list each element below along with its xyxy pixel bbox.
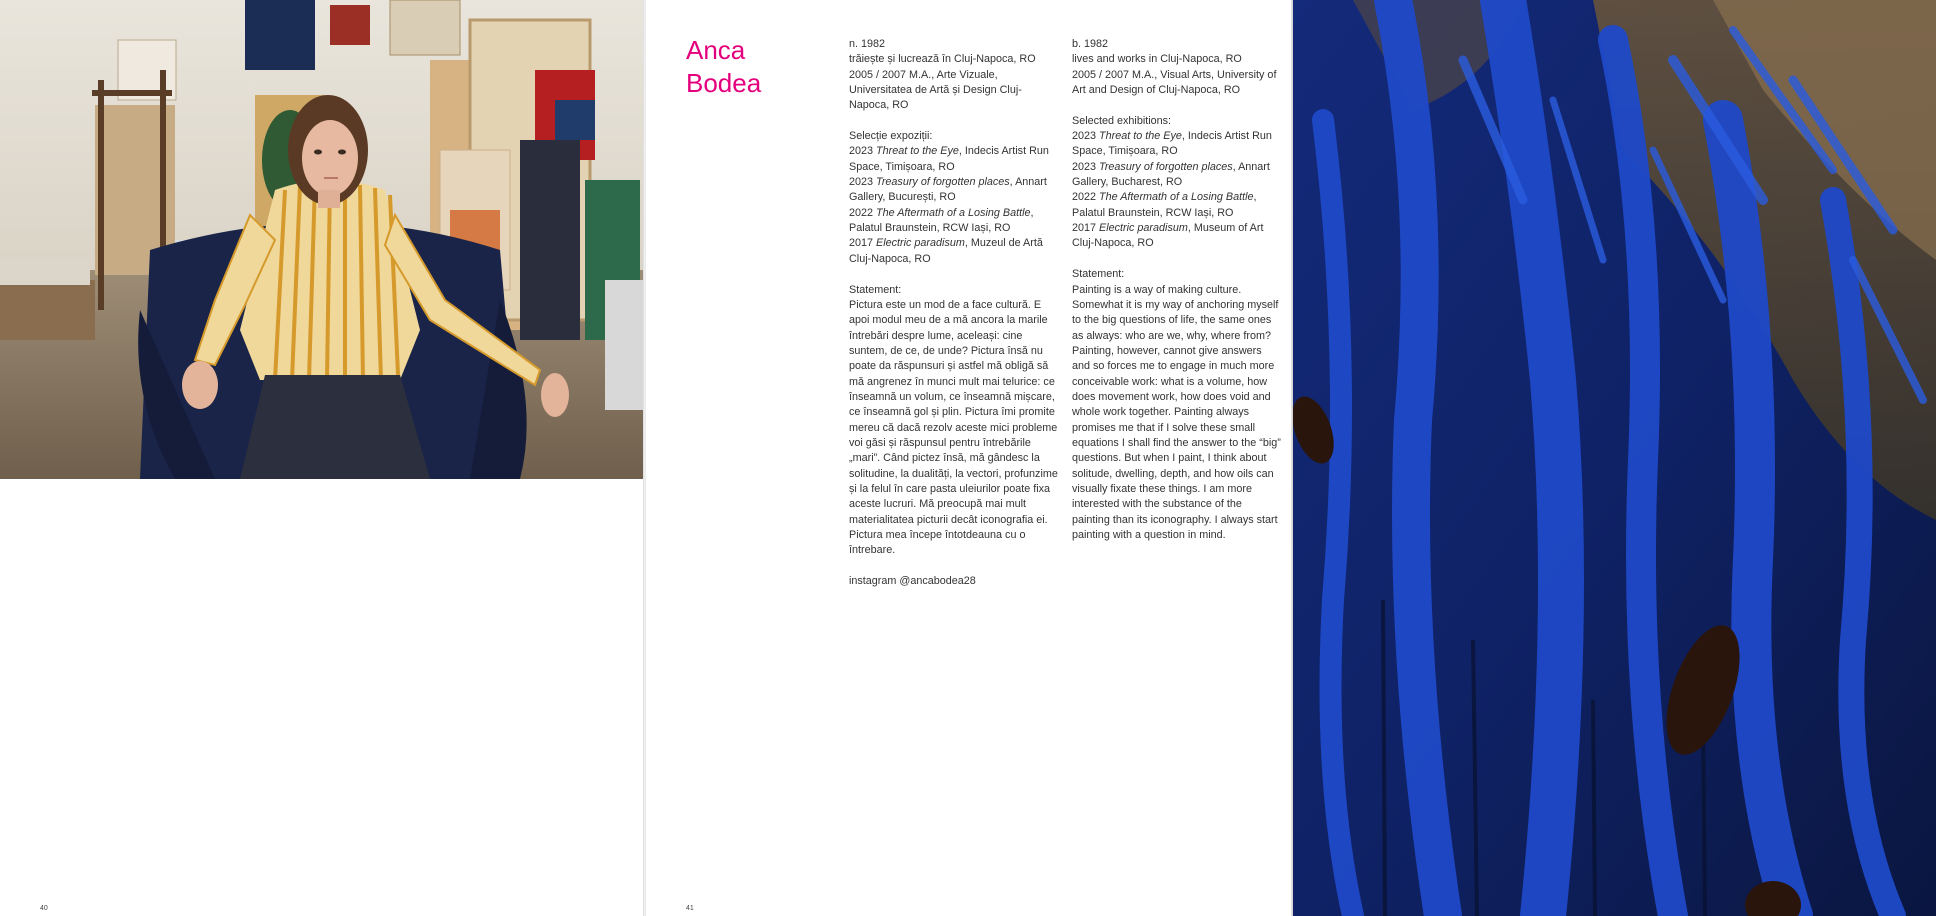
- birth-year: n. 1982: [849, 38, 886, 50]
- education: 2005 / 2007 M.A., Visual Arts, University of Art and Design of Cluj-Napoca, RO: [1072, 68, 1277, 97]
- exhibitions-heading: Selecție expoziții:: [849, 130, 933, 143]
- residence: lives and works in Cluj-Napoca, RO: [1072, 53, 1242, 66]
- exhibition-entry: 2023 Threat to the Eye, Indecis Artist Run Space, Timișoara, RO: [849, 145, 1049, 173]
- page-number-right: 41: [686, 905, 694, 912]
- instagram-handle: instagram @ancabodea28: [849, 575, 976, 588]
- exhibition-entry: 2023 Threat to the Eye, Indecis Artist Run Space, Timișoara, RO: [1072, 130, 1272, 158]
- statement-heading: Statement:: [849, 283, 902, 296]
- artist-name: [686, 34, 761, 100]
- painting-page: [1293, 0, 1936, 916]
- statement-heading: Statement:: [1072, 268, 1125, 281]
- statement-text: Painting is a way of making culture. Somewhat it is my way of anchoring myself to the big questions of life, the same ones as always: who are we, why, where from? Painting, however, cannot give answers and so forces me to engage in much more conceivable work: what is a volume, how does movement work, how does void and whole work together. Painting always promises me that if I solve these small equations I shall find the answer to the “big” questions. But when I paint, I think about solitude, dwelling, depth, and how oils can visually fixate these things. I am more interested with the substance of the painting than its iconography. I always start painting with a question in mind.: [1072, 283, 1281, 541]
- residence: trăiește și lucrează în Cluj-Napoca, RO: [849, 53, 1036, 66]
- exhibitions-heading: Selected exhibitions:: [1072, 114, 1172, 127]
- exhibition-entry: 2017 Electric paradisum, Museum of Art Cluj-Napoca, RO: [1072, 222, 1264, 250]
- page-number-left: 40: [40, 905, 48, 912]
- education: 2005 / 2007 M.A., Arte Vizuale, Universitatea de Artă și Design Cluj-Napoca, RO: [849, 68, 1022, 112]
- exhibition-entry: 2023 Treasury of forgotten places, Annart Gallery, Bucharest, RO: [1072, 160, 1270, 189]
- birth-year: b. 1982: [1072, 38, 1109, 50]
- exhibition-entry: 2023 Treasury of forgotten places, Annart Gallery, București, RO: [849, 176, 1047, 204]
- exhibition-entry: 2022 The Aftermath of a Losing Battle, Palatul Braunstein, RCW Iași, RO: [1072, 191, 1257, 219]
- artist-last-name: Bodea: [686, 68, 762, 98]
- artist-first-name: Anca: [686, 35, 746, 65]
- bio-column-romanian: [849, 37, 1059, 589]
- exhibition-entry: 2017 Electric paradisum, Muzeul de Artă Cluj-Napoca, RO: [849, 237, 1043, 265]
- abstract-painting-image: [1293, 0, 1936, 916]
- text-page: [646, 0, 1291, 916]
- left-page: [0, 0, 643, 916]
- statement-text: Pictura este un mod de a face cultură. E apoi modul meu de a mă ancora la marile întrebări despre lume, aceleași: cine suntem, de ce, de unde? Pictura însă nu poate da răspunsuri și astfel mă obligă să mă angrenez în munci mult mai telurice: ce înseamnă un volum, ce înseamnă mișcare, ce înseamnă gol și plin. Pictura îmi promite mereu că dacă rezolv aceste mici probleme voi găsi și răspunsul pentru întrebările „mari”. Când pictez însă, mă gândesc la solitudine, la dualități, la vectori, profunzime și la felul în care pasta uleiurilor poate fixa aceste lucruri. Mă preocupă mai mult materialitatea picturii decât iconografia ei. Pictura mea începe întotdeauna cu o întrebare.: [849, 298, 1058, 557]
- exhibition-entry: 2022 The Aftermath of a Losing Battle, Palatul Braunstein, RCW Iași, RO: [849, 206, 1034, 235]
- artist-studio-photo: [0, 0, 643, 479]
- bio-column-english: [1072, 37, 1282, 543]
